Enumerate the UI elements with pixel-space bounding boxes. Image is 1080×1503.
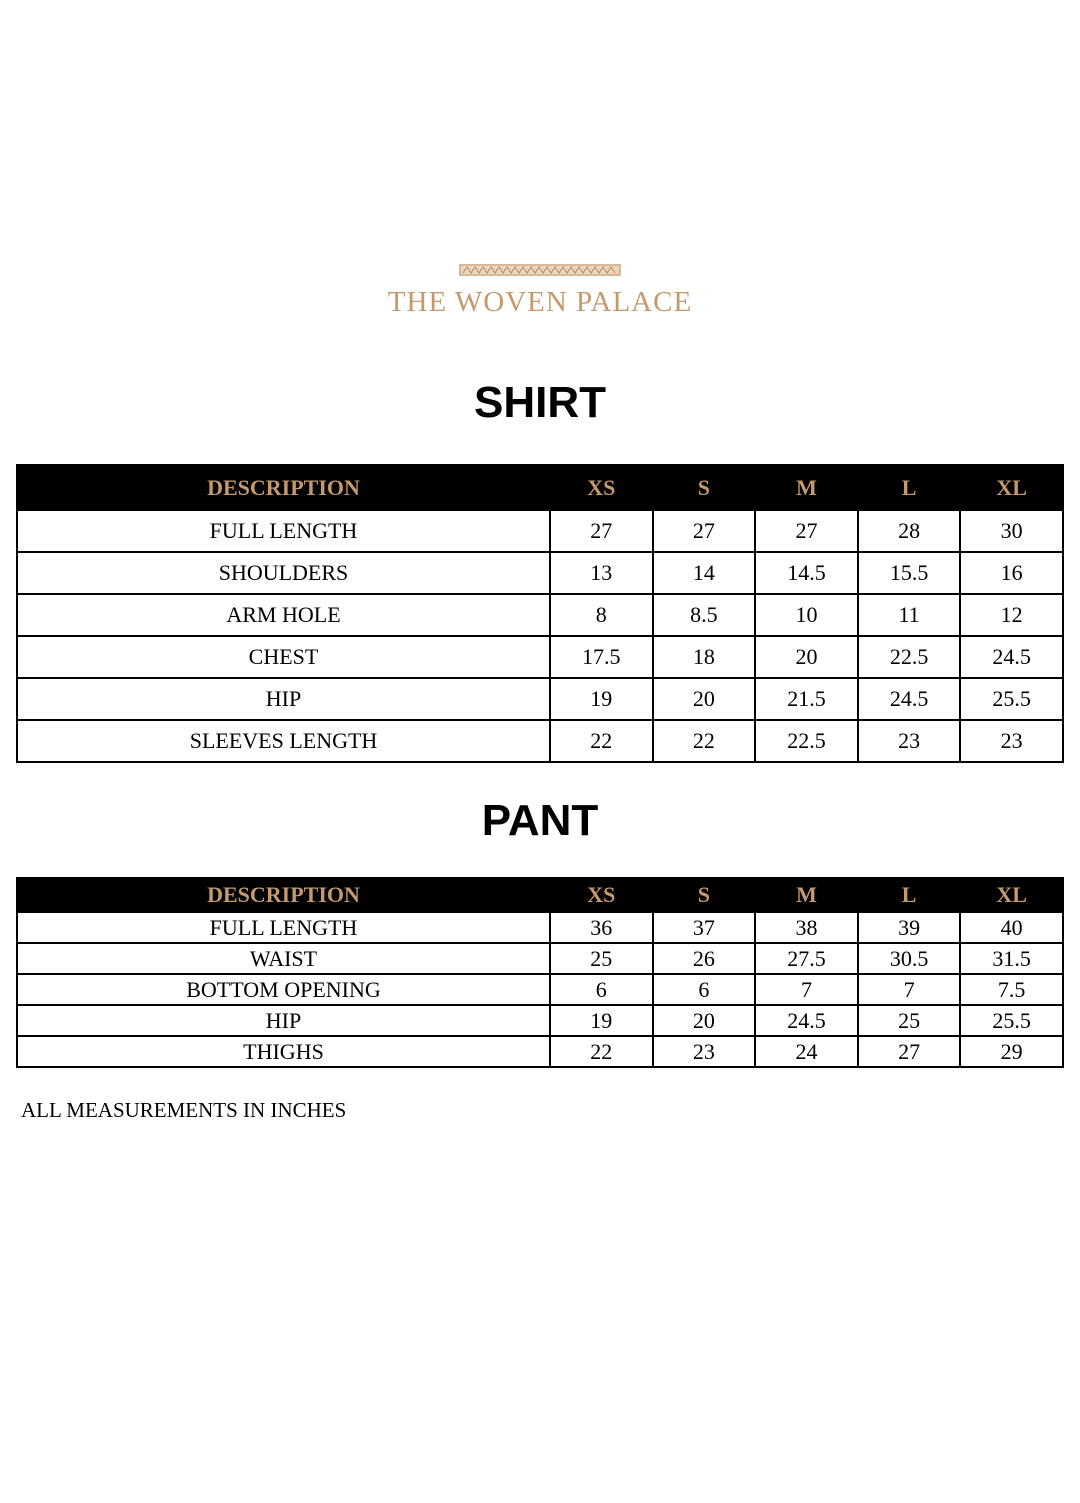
cell-value: 21.5 xyxy=(755,678,858,720)
row-label: HIP xyxy=(17,1005,550,1036)
table-header-row xyxy=(17,878,1063,912)
header-size-xs: XS xyxy=(550,878,653,912)
table-row xyxy=(17,594,1063,636)
cell-value: 7 xyxy=(755,974,858,1005)
cell-value: 7 xyxy=(858,974,961,1005)
cell-value: 29 xyxy=(960,1036,1063,1067)
cell-value: 19 xyxy=(550,1005,653,1036)
cell-value: 25 xyxy=(858,1005,961,1036)
cell-value: 22 xyxy=(550,1036,653,1067)
cell-value: 12 xyxy=(960,594,1063,636)
brand-name: THE WOVEN PALACE xyxy=(387,286,693,318)
row-label: ARM HOLE xyxy=(17,594,550,636)
row-label: CHEST xyxy=(17,636,550,678)
row-label: BOTTOM OPENING xyxy=(17,974,550,1005)
cell-value: 30.5 xyxy=(858,943,961,974)
header-size-xl: XL xyxy=(960,878,1063,912)
table-row xyxy=(17,1036,1063,1067)
cell-value: 16 xyxy=(960,552,1063,594)
cell-value: 26 xyxy=(653,943,756,974)
table-row xyxy=(17,510,1063,552)
cell-value: 23 xyxy=(960,720,1063,762)
cell-value: 20 xyxy=(653,1005,756,1036)
cell-value: 14.5 xyxy=(755,552,858,594)
cell-value: 27.5 xyxy=(755,943,858,974)
cell-value: 22.5 xyxy=(755,720,858,762)
cell-value: 22 xyxy=(550,720,653,762)
cell-value: 27 xyxy=(755,510,858,552)
header-size-xs: XS xyxy=(550,465,653,510)
cell-value: 22 xyxy=(653,720,756,762)
row-label: WAIST xyxy=(17,943,550,974)
brand-logo xyxy=(0,264,1080,319)
pant-size-table xyxy=(16,877,1064,1068)
cell-value: 6 xyxy=(550,974,653,1005)
cell-value: 24.5 xyxy=(858,678,961,720)
header-size-m: M xyxy=(755,465,858,510)
cell-value: 27 xyxy=(550,510,653,552)
pant-title: PANT xyxy=(481,796,599,845)
cell-value: 14 xyxy=(653,552,756,594)
cell-value: 17.5 xyxy=(550,636,653,678)
cell-value: 8 xyxy=(550,594,653,636)
cell-value: 11 xyxy=(858,594,961,636)
cell-value: 8.5 xyxy=(653,594,756,636)
cell-value: 40 xyxy=(960,912,1063,943)
table-row xyxy=(17,1005,1063,1036)
cell-value: 30 xyxy=(960,510,1063,552)
row-label: FULL LENGTH xyxy=(17,510,550,552)
header-description: DESCRIPTION xyxy=(17,878,550,912)
cell-value: 25 xyxy=(550,943,653,974)
cell-value: 15.5 xyxy=(858,552,961,594)
cell-value: 27 xyxy=(653,510,756,552)
table-row xyxy=(17,636,1063,678)
cell-value: 39 xyxy=(858,912,961,943)
cell-value: 22.5 xyxy=(858,636,961,678)
cell-value: 31.5 xyxy=(960,943,1063,974)
header-size-l: L xyxy=(858,465,961,510)
header-size-m: M xyxy=(755,878,858,912)
cell-value: 7.5 xyxy=(960,974,1063,1005)
cell-value: 37 xyxy=(653,912,756,943)
row-label: HIP xyxy=(17,678,550,720)
cell-value: 23 xyxy=(858,720,961,762)
cell-value: 20 xyxy=(653,678,756,720)
row-label: THIGHS xyxy=(17,1036,550,1067)
cell-value: 20 xyxy=(755,636,858,678)
table-row xyxy=(17,974,1063,1005)
table-row xyxy=(17,943,1063,974)
cell-value: 13 xyxy=(550,552,653,594)
table-row xyxy=(17,912,1063,943)
cell-value: 10 xyxy=(755,594,858,636)
table-row xyxy=(17,552,1063,594)
header-description: DESCRIPTION xyxy=(17,465,550,510)
cell-value: 25.5 xyxy=(960,678,1063,720)
ornament-icon xyxy=(459,264,621,276)
cell-value: 24 xyxy=(755,1036,858,1067)
cell-value: 24.5 xyxy=(960,636,1063,678)
row-label: SLEEVES LENGTH xyxy=(17,720,550,762)
header-size-l: L xyxy=(858,878,961,912)
table-row xyxy=(17,720,1063,762)
shirt-size-table xyxy=(16,464,1064,763)
measurement-note: ALL MEASUREMENTS IN INCHES xyxy=(21,1098,347,1122)
table-row xyxy=(17,678,1063,720)
shirt-title: SHIRT xyxy=(474,378,606,427)
cell-value: 6 xyxy=(653,974,756,1005)
table-header-row xyxy=(17,465,1063,510)
cell-value: 28 xyxy=(858,510,961,552)
cell-value: 23 xyxy=(653,1036,756,1067)
cell-value: 19 xyxy=(550,678,653,720)
cell-value: 27 xyxy=(858,1036,961,1067)
cell-value: 25.5 xyxy=(960,1005,1063,1036)
header-size-s: S xyxy=(653,465,756,510)
cell-value: 24.5 xyxy=(755,1005,858,1036)
header-size-s: S xyxy=(653,878,756,912)
row-label: FULL LENGTH xyxy=(17,912,550,943)
cell-value: 38 xyxy=(755,912,858,943)
cell-value: 18 xyxy=(653,636,756,678)
row-label: SHOULDERS xyxy=(17,552,550,594)
cell-value: 36 xyxy=(550,912,653,943)
header-size-xl: XL xyxy=(960,465,1063,510)
